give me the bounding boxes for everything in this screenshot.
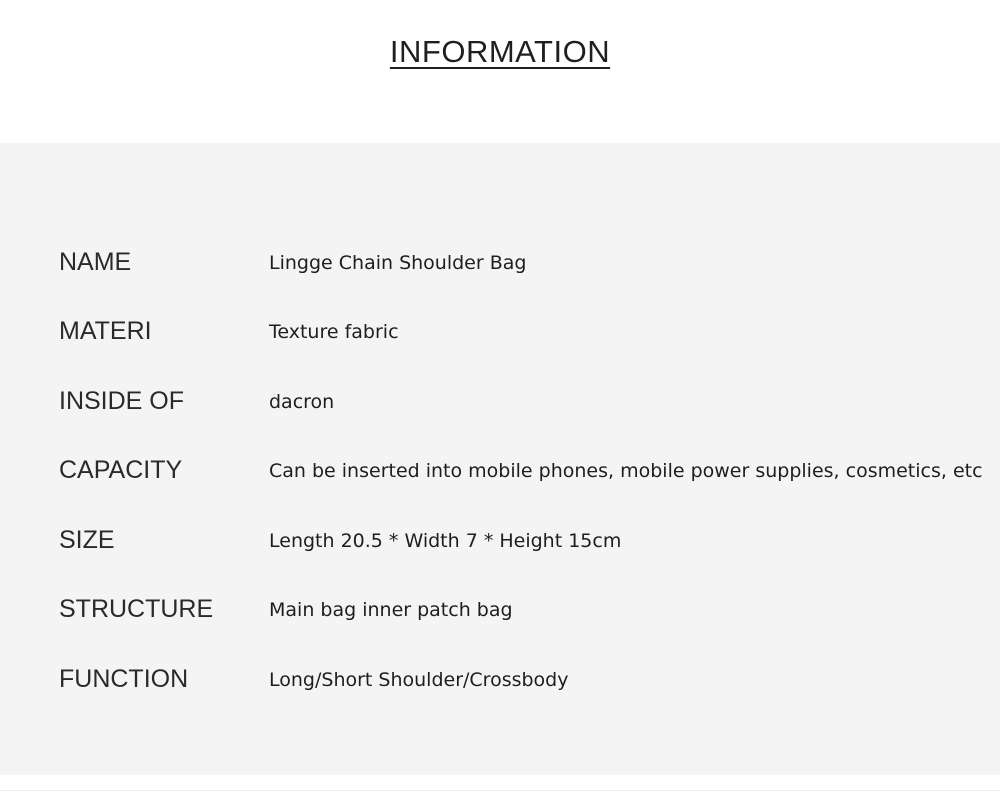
page-title-text: INFORMATION [389, 34, 611, 69]
info-row-function [0, 659, 1000, 699]
bottom-divider [0, 790, 1000, 791]
info-panel [0, 143, 1000, 775]
info-row-structure [0, 589, 1000, 629]
header [0, 0, 1000, 143]
info-row-capacity [0, 450, 1000, 490]
info-label: CAPACITY [59, 456, 183, 484]
info-label: STRUCTURE [59, 595, 214, 623]
info-label: FUNCTION [59, 665, 189, 693]
page-title [0, 34, 1000, 70]
info-label: NAME [59, 248, 132, 276]
info-value: Length 20.5 * Width 7 * Height 15cm [269, 530, 622, 552]
info-row-name [0, 242, 1000, 282]
info-value: Long/Short Shoulder/Crossbody [269, 669, 569, 691]
info-value: Lingge Chain Shoulder Bag [269, 252, 527, 274]
info-label: INSIDE OF [59, 387, 185, 415]
info-row-inside [0, 381, 1000, 421]
info-label: SIZE [59, 526, 115, 554]
info-row-material [0, 311, 1000, 351]
info-value: Texture fabric [269, 321, 399, 343]
info-value: Main bag inner patch bag [269, 599, 513, 621]
info-value: dacron [269, 391, 335, 413]
info-label: MATERI [59, 317, 152, 345]
info-value: Can be inserted into mobile phones, mobile power supplies, cosmetics, etc [269, 460, 983, 482]
info-row-size [0, 520, 1000, 560]
